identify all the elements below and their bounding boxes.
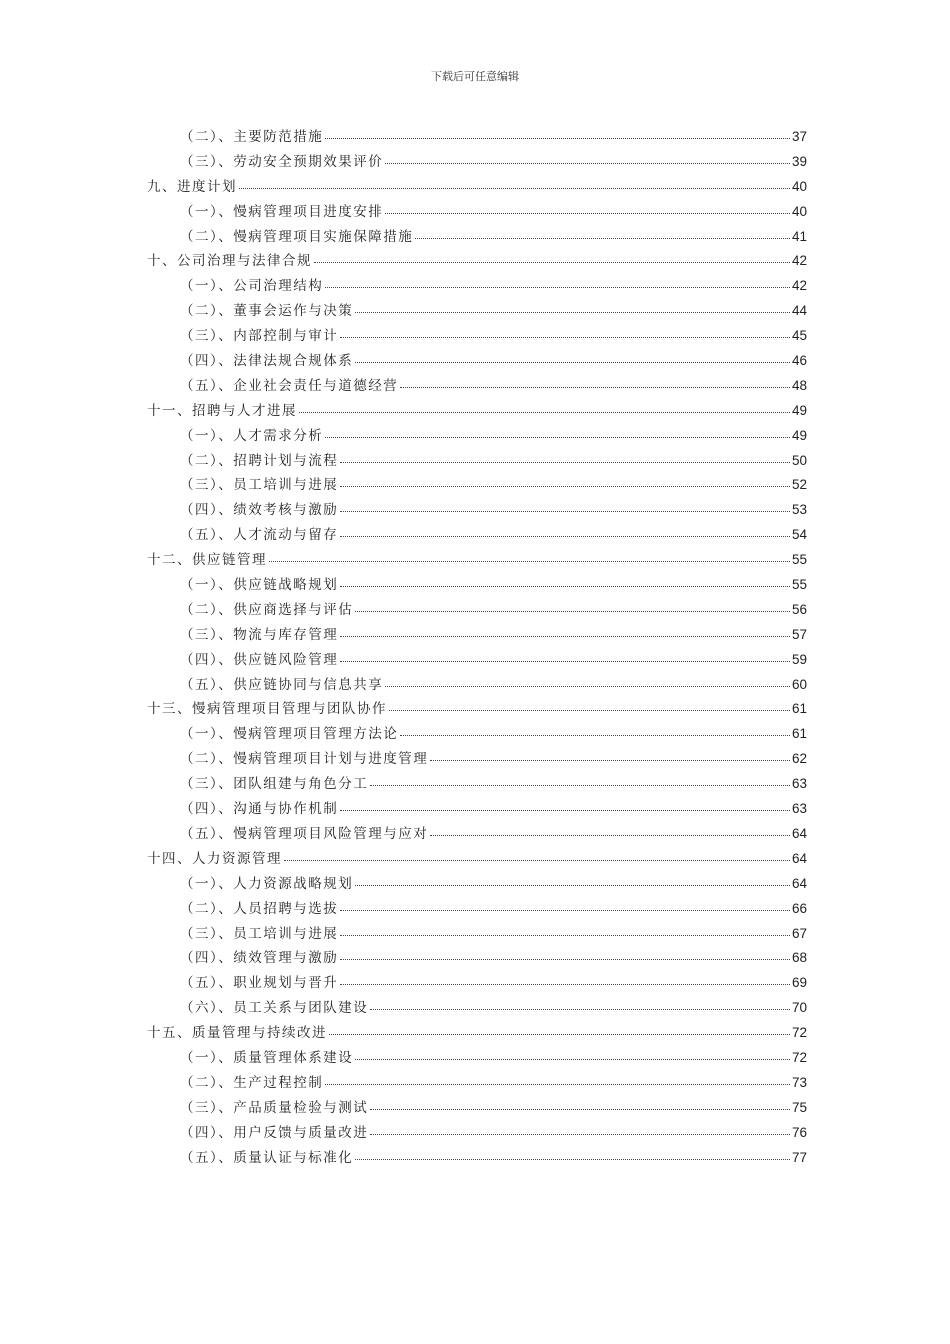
toc-dot-leader bbox=[430, 834, 790, 836]
toc-dot-leader bbox=[415, 237, 790, 239]
toc-entry-page-number: 73 bbox=[791, 1074, 807, 1090]
toc-dot-leader bbox=[430, 759, 790, 761]
toc-dot-leader bbox=[325, 137, 790, 139]
toc-dot-leader bbox=[355, 610, 790, 612]
toc-entry-label: （三）、内部控制与审计 bbox=[180, 328, 339, 345]
toc-section-entry[interactable] bbox=[147, 150, 807, 175]
toc-entry-page-number: 40 bbox=[791, 178, 807, 194]
toc-dot-leader bbox=[370, 1108, 790, 1110]
toc-section-entry[interactable] bbox=[147, 324, 807, 349]
toc-chapter-entry[interactable] bbox=[147, 249, 807, 274]
toc-section-entry[interactable] bbox=[147, 523, 807, 548]
toc-entry-page-number: 60 bbox=[791, 676, 807, 692]
toc-section-entry[interactable] bbox=[147, 946, 807, 971]
toc-dot-leader bbox=[340, 958, 790, 960]
toc-entry-label: （二）、主要防范措施 bbox=[180, 129, 324, 145]
toc-entry-page-number: 53 bbox=[791, 502, 807, 518]
toc-entry-label: 十三、慢病管理项目管理与团队协作 bbox=[147, 701, 387, 718]
toc-chapter-entry[interactable] bbox=[147, 847, 807, 872]
toc-entry-label: （三）、员工培训与进展 bbox=[180, 925, 339, 942]
toc-section-entry[interactable] bbox=[147, 722, 807, 747]
toc-entry-label: （三）、劳动安全预期效果评价 bbox=[180, 153, 384, 170]
toc-entry-page-number: 52 bbox=[791, 477, 807, 493]
toc-dot-leader bbox=[370, 1133, 790, 1135]
toc-entry-page-number: 59 bbox=[791, 651, 807, 667]
toc-entry-page-number: 48 bbox=[791, 377, 807, 393]
toc-chapter-entry[interactable] bbox=[147, 399, 807, 424]
toc-entry-label: （一）、慢病管理项目进度安排 bbox=[180, 203, 384, 220]
toc-dot-leader bbox=[325, 286, 790, 288]
toc-entry-page-number: 68 bbox=[791, 950, 807, 966]
toc-section-entry[interactable] bbox=[147, 274, 807, 299]
toc-dot-leader bbox=[325, 436, 790, 438]
toc-entry-label: （二）、生产过程控制 bbox=[180, 1074, 324, 1091]
toc-entry-page-number: 72 bbox=[791, 1025, 807, 1041]
toc-dot-leader bbox=[370, 784, 790, 786]
toc-section-entry[interactable] bbox=[147, 1096, 807, 1121]
toc-entry-label: 十四、人力资源管理 bbox=[147, 850, 282, 867]
toc-entry-label: （二）、董事会运作与决策 bbox=[180, 303, 354, 320]
toc-entry-label: （一）、人才需求分析 bbox=[180, 427, 324, 444]
toc-entry-page-number: 57 bbox=[791, 626, 807, 642]
toc-entry-label: （五）、企业社会责任与道德经营 bbox=[180, 377, 399, 394]
toc-chapter-entry[interactable] bbox=[147, 1021, 807, 1046]
toc-entry-page-number: 44 bbox=[791, 303, 807, 319]
toc-dot-leader bbox=[340, 461, 790, 463]
toc-section-entry[interactable] bbox=[147, 1071, 807, 1096]
toc-dot-leader bbox=[385, 162, 790, 164]
toc-entry-page-number: 37 bbox=[791, 129, 807, 144]
toc-dot-leader bbox=[340, 535, 790, 537]
toc-section-entry[interactable] bbox=[147, 473, 807, 498]
toc-entry-page-number: 64 bbox=[791, 825, 807, 841]
toc-dot-leader bbox=[355, 361, 790, 363]
toc-dot-leader bbox=[355, 311, 790, 313]
toc-section-entry[interactable] bbox=[147, 797, 807, 822]
toc-dot-leader bbox=[239, 187, 790, 189]
toc-entry-label: （五）、人才流动与留存 bbox=[180, 527, 339, 544]
toc-section-entry[interactable] bbox=[147, 1046, 807, 1071]
toc-entry-page-number: 42 bbox=[791, 278, 807, 294]
toc-section-entry[interactable] bbox=[147, 299, 807, 324]
toc-section-entry[interactable] bbox=[147, 349, 807, 374]
toc-entry-label: （四）、供应链风险管理 bbox=[180, 651, 339, 668]
toc-section-entry[interactable] bbox=[147, 1121, 807, 1146]
table-of-contents bbox=[147, 125, 807, 1170]
toc-dot-leader bbox=[370, 1008, 790, 1010]
toc-entry-label: （六）、员工关系与团队建设 bbox=[180, 1000, 369, 1017]
toc-section-entry[interactable] bbox=[147, 897, 807, 922]
toc-entry-page-number: 70 bbox=[791, 1000, 807, 1016]
toc-entry-page-number: 39 bbox=[791, 153, 807, 169]
toc-chapter-entry[interactable] bbox=[147, 548, 807, 573]
toc-section-entry[interactable] bbox=[147, 822, 807, 847]
toc-entry-page-number: 64 bbox=[791, 875, 807, 891]
toc-dot-leader bbox=[385, 685, 790, 687]
toc-dot-leader bbox=[340, 809, 790, 811]
toc-entry-page-number: 69 bbox=[791, 975, 807, 991]
toc-dot-leader bbox=[355, 884, 790, 886]
toc-entry-page-number: 62 bbox=[791, 751, 807, 767]
toc-entry-label: 九、进度计划 bbox=[147, 178, 237, 195]
toc-section-entry[interactable] bbox=[147, 648, 807, 673]
toc-dot-leader bbox=[340, 635, 790, 637]
toc-dot-leader bbox=[340, 983, 790, 985]
toc-entry-page-number: 54 bbox=[791, 527, 807, 543]
toc-entry-page-number: 42 bbox=[791, 253, 807, 269]
toc-dot-leader bbox=[400, 386, 790, 388]
toc-entry-label: （四）、绩效考核与激励 bbox=[180, 502, 339, 519]
toc-entry-page-number: 45 bbox=[791, 328, 807, 344]
toc-entry-label: （一）、人力资源战略规划 bbox=[180, 875, 354, 892]
toc-dot-leader bbox=[385, 212, 790, 214]
toc-entry-page-number: 41 bbox=[791, 228, 807, 244]
toc-entry-label: 十、公司治理与法律合规 bbox=[147, 253, 312, 270]
toc-section-entry[interactable] bbox=[147, 573, 807, 598]
toc-section-entry[interactable] bbox=[147, 374, 807, 399]
toc-entry-page-number: 63 bbox=[791, 801, 807, 817]
toc-entry-label: （二）、供应商选择与评估 bbox=[180, 601, 354, 618]
toc-entry-label: （二）、慢病管理项目计划与进度管理 bbox=[180, 751, 429, 768]
toc-section-entry[interactable] bbox=[147, 598, 807, 623]
toc-entry-page-number: 40 bbox=[791, 203, 807, 219]
toc-section-entry[interactable] bbox=[147, 1146, 807, 1171]
toc-entry-page-number: 67 bbox=[791, 925, 807, 941]
toc-section-entry[interactable] bbox=[147, 872, 807, 897]
toc-entry-label: （三）、员工培训与进展 bbox=[180, 477, 339, 494]
toc-entry-page-number: 46 bbox=[791, 353, 807, 369]
toc-entry-label: （一）、供应链战略规划 bbox=[180, 577, 339, 594]
toc-section-entry[interactable] bbox=[147, 623, 807, 648]
toc-dot-leader bbox=[340, 934, 790, 936]
page-header: 下载后可任意编辑 bbox=[431, 70, 519, 83]
toc-dot-leader bbox=[355, 1158, 790, 1160]
toc-entry-page-number: 75 bbox=[791, 1099, 807, 1115]
toc-entry-label: （三）、团队组建与角色分工 bbox=[180, 776, 369, 793]
toc-entry-label: （一）、质量管理体系建设 bbox=[180, 1049, 354, 1066]
toc-section-entry[interactable] bbox=[147, 424, 807, 449]
toc-entry-page-number: 64 bbox=[791, 850, 807, 866]
toc-entry-label: （三）、物流与库存管理 bbox=[180, 626, 339, 643]
toc-dot-leader bbox=[299, 411, 790, 413]
toc-entry-page-number: 55 bbox=[791, 552, 807, 568]
toc-entry-label: （二）、人员招聘与选拔 bbox=[180, 900, 339, 917]
toc-entry-label: 十五、质量管理与持续改进 bbox=[147, 1025, 327, 1042]
toc-entry-page-number: 61 bbox=[791, 701, 807, 717]
toc-dot-leader bbox=[329, 1033, 790, 1035]
toc-entry-page-number: 49 bbox=[791, 402, 807, 418]
toc-chapter-entry[interactable] bbox=[147, 697, 807, 722]
toc-dot-leader bbox=[389, 709, 790, 711]
toc-entry-label: （四）、用户反馈与质量改进 bbox=[180, 1124, 369, 1141]
toc-entry-page-number: 56 bbox=[791, 601, 807, 617]
toc-entry-page-number: 66 bbox=[791, 900, 807, 916]
toc-section-entry[interactable] bbox=[147, 971, 807, 996]
toc-section-entry[interactable] bbox=[147, 673, 807, 698]
toc-entry-page-number: 50 bbox=[791, 452, 807, 468]
toc-entry-page-number: 55 bbox=[791, 577, 807, 593]
toc-dot-leader bbox=[400, 734, 790, 736]
toc-entry-label: （二）、慢病管理项目实施保障措施 bbox=[180, 228, 414, 245]
toc-entry-page-number: 77 bbox=[791, 1149, 807, 1165]
toc-dot-leader bbox=[340, 485, 790, 487]
toc-dot-leader bbox=[269, 560, 790, 562]
toc-entry-label: （五）、职业规划与晋升 bbox=[180, 975, 339, 992]
toc-entry-label: 十二、供应链管理 bbox=[147, 552, 267, 569]
toc-section-entry[interactable] bbox=[147, 449, 807, 474]
toc-section-entry[interactable] bbox=[147, 747, 807, 772]
toc-dot-leader bbox=[340, 660, 790, 662]
toc-dot-leader bbox=[340, 585, 790, 587]
toc-entry-label: （四）、绩效管理与激励 bbox=[180, 950, 339, 967]
toc-dot-leader bbox=[340, 510, 790, 512]
toc-section-entry[interactable] bbox=[147, 996, 807, 1021]
toc-section-entry[interactable] bbox=[147, 225, 807, 250]
toc-chapter-entry[interactable] bbox=[147, 175, 807, 200]
toc-entry-page-number: 72 bbox=[791, 1049, 807, 1065]
toc-entry-label: （一）、公司治理结构 bbox=[180, 278, 324, 295]
toc-entry-label: （四）、法律法规合规体系 bbox=[180, 353, 354, 370]
toc-section-entry[interactable] bbox=[147, 125, 807, 150]
toc-entry-page-number: 61 bbox=[791, 726, 807, 742]
toc-entry-page-number: 49 bbox=[791, 427, 807, 443]
toc-dot-leader bbox=[325, 1083, 790, 1085]
toc-entry-page-number: 76 bbox=[791, 1124, 807, 1140]
toc-section-entry[interactable] bbox=[147, 772, 807, 797]
toc-dot-leader bbox=[284, 859, 790, 861]
toc-entry-label: （三）、产品质量检验与测试 bbox=[180, 1099, 369, 1116]
toc-dot-leader bbox=[355, 1058, 790, 1060]
toc-entry-label: 十一、招聘与人才进展 bbox=[147, 402, 297, 419]
toc-section-entry[interactable] bbox=[147, 498, 807, 523]
toc-section-entry[interactable] bbox=[147, 922, 807, 947]
toc-entry-page-number: 63 bbox=[791, 776, 807, 792]
toc-dot-leader bbox=[340, 909, 790, 911]
toc-entry-label: （五）、供应链协同与信息共享 bbox=[180, 676, 384, 693]
toc-entry-label: （二）、招聘计划与流程 bbox=[180, 452, 339, 469]
toc-entry-label: （四）、沟通与协作机制 bbox=[180, 801, 339, 818]
toc-section-entry[interactable] bbox=[147, 200, 807, 225]
toc-dot-leader bbox=[314, 261, 790, 263]
toc-entry-label: （五）、质量认证与标准化 bbox=[180, 1149, 354, 1166]
toc-entry-label: （五）、慢病管理项目风险管理与应对 bbox=[180, 825, 429, 842]
toc-entry-label: （一）、慢病管理项目管理方法论 bbox=[180, 726, 399, 743]
toc-dot-leader bbox=[340, 336, 790, 338]
